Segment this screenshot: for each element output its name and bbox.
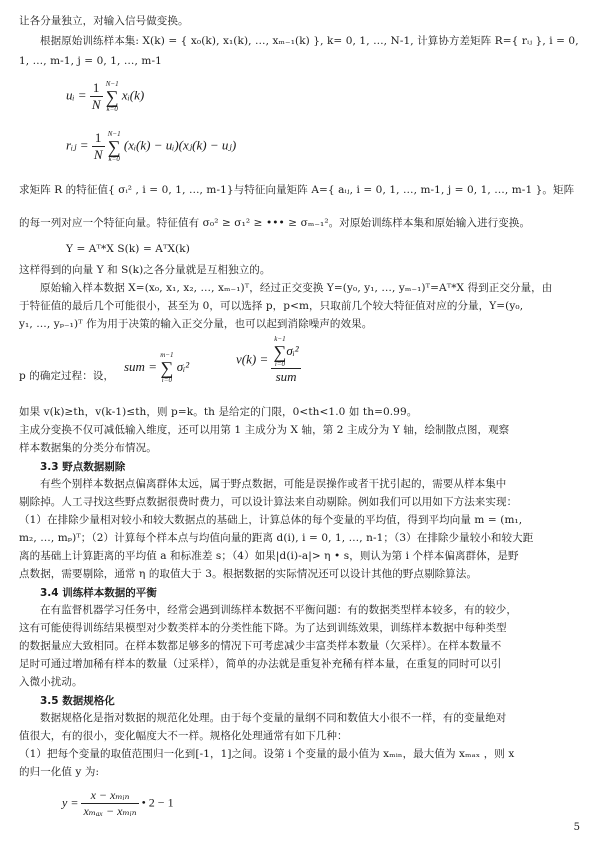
sigma-term: σᵢ² bbox=[286, 342, 299, 358]
text-line: 主成分变换不仅可减低输入维度，还可以用第 1 主成分为 X 轴，第 2 主成分为 Y 轴，绘制散点图，观察 bbox=[19, 424, 510, 436]
formula-rhs: • 2 − 1 bbox=[141, 795, 174, 810]
text-line: 如果 v(k)≥th，v(k-1)≤th，则 p=k。th 是给定的门限，0<th<1.0 如 th=0.99。 bbox=[19, 406, 418, 418]
section-heading: 3.5 数据规格化 bbox=[40, 695, 115, 707]
sum-upper: m−1 bbox=[160, 351, 174, 359]
text-line: p 的确定过程：设， bbox=[19, 370, 115, 382]
formula-rhs: (xᵢ(k) − uᵢ)(xⱼ(k) − uⱼ) bbox=[123, 137, 237, 153]
text-line: 数据规格化是指对数据的规范化处理。由于每个变量的量纲不同和数值大小很不一样，有的变量绝对 bbox=[40, 712, 507, 724]
sum-lower: k=0 bbox=[106, 104, 118, 113]
formula-lhs: y = bbox=[62, 795, 79, 810]
text-line: 让各分量独立，对输入信号做变换。 bbox=[19, 15, 189, 27]
formula-lhs: rᵢⱼ = bbox=[66, 137, 89, 153]
section-heading: 3.3 野点数据剔除 bbox=[40, 461, 126, 473]
summation-symbol: m−1 ∑ i=0 bbox=[160, 351, 174, 384]
denominator: sum bbox=[275, 369, 297, 384]
fraction bbox=[92, 130, 105, 163]
formula-normalize bbox=[62, 788, 174, 819]
formula-rhs: xᵢ(k) bbox=[121, 87, 145, 103]
formula-rhs: σᵢ² bbox=[176, 358, 190, 374]
text-line: （1）把每个变量的取值范围归一化到[-1，1]之间。设第 i 个变量的最小值为 xₘᵢₙ，最大值为 xₘₐₓ ，则 x bbox=[19, 748, 515, 760]
sum-upper: N−1 bbox=[107, 129, 121, 138]
numerator bbox=[271, 336, 300, 369]
formula-sum bbox=[124, 352, 189, 384]
text-line: 根据原始训练样本集: X(k) = { x₀(k), x₁(k), …, xₘ₋₁(k) }, k= 0, 1, …, N-1, 计算协方差矩阵 R={ rᵢⱼ }, i = 0, bbox=[40, 35, 579, 47]
sum-lower: i=0 bbox=[161, 376, 172, 384]
text-line: 剔除掉。人工寻找这些野点数据很费时费力，可以设计算法来自动剔除。例如我们可以用如下方法来实现： bbox=[19, 496, 518, 508]
text-line: 原始输入样本数据 X=(x₀, x₁, x₂, …, xₘ₋₁)ᵀ，经过正交变换 Y=(y₀, y₁, …, yₘ₋₁)ᵀ=Aᵀ*X 得到正交分量，由 bbox=[40, 282, 553, 294]
sum-lower: k=0 bbox=[108, 154, 120, 163]
text-line: 样本数据集的分类分布情况。 bbox=[19, 442, 157, 454]
fraction bbox=[90, 80, 103, 113]
text-line: 1, …, m-1, j = 0, 1, …, m-1 bbox=[19, 55, 162, 67]
summation-symbol: N−1 ∑ k=0 bbox=[105, 79, 119, 113]
denominator: N bbox=[93, 147, 103, 162]
section-heading: 3.4 训练样本数据的平衡 bbox=[40, 587, 157, 599]
text-line: 的归一化值 y 为: bbox=[19, 766, 100, 778]
formula-covariance bbox=[66, 130, 236, 163]
fraction bbox=[81, 788, 138, 819]
text-line: 这样得到的向量 Y 和 S(k)之各分量就是互相独立的。 bbox=[19, 264, 271, 276]
formula-lhs: uᵢ = bbox=[66, 87, 87, 103]
formula-lhs: sum = bbox=[124, 358, 157, 374]
denominator: N bbox=[91, 97, 101, 112]
text-line: 点数据，需要剔除，通常 η 的取值大于 3。根据数据的实际情况还可以设计其他的野点剔除算法。 bbox=[19, 568, 478, 580]
formula-lhs: v(k) = bbox=[236, 351, 269, 367]
numerator: 1 bbox=[92, 130, 105, 147]
text-line: 值很大，有的很小，变化幅度大不一样。规格化处理通常有如下几种： bbox=[19, 730, 348, 742]
text-line: 的数据量应大致相同。在样本数都足够多的情况下可考虑减少丰富类样本数量（欠采样）。在样本数量不 bbox=[19, 640, 502, 652]
fraction bbox=[271, 336, 300, 385]
formula-vk bbox=[236, 336, 301, 385]
numerator: x − xₘᵢₙ bbox=[81, 788, 138, 804]
text-line: 足时可通过增加稀有样本的数量（过采样），简单的办法就是重复补充稀有样本量，在重复的同时可以引 bbox=[19, 658, 502, 670]
text-line: 入微小扰动。 bbox=[19, 676, 83, 688]
text-line: 有些个别样本数据点偏离群体太远，属于野点数据，可能是误操作或者干扰引起的，需要从样本集中 bbox=[40, 478, 507, 490]
sum-lower: i=0 bbox=[274, 360, 285, 368]
page-number: 5 bbox=[573, 822, 580, 833]
sum-upper: N−1 bbox=[105, 79, 119, 88]
text-line: （1）在排除少量相对较小和较大数据点的基础上，计算总体的每个变量的平均值，得到平均向量 m = (m₁, bbox=[19, 514, 523, 526]
summation-symbol: k−1 ∑ i=0 bbox=[273, 335, 287, 368]
numerator: 1 bbox=[90, 80, 103, 97]
sum-upper: k−1 bbox=[274, 335, 286, 343]
text-line: 于特征值的最后几个可能很小，甚至为 0，可以选择 p，p<m，只取前几个较大特征值对应的分量，Y=(y₀, bbox=[19, 300, 524, 312]
text-line: 求矩阵 R 的特征值{ σᵢ² , i = 0, 1, …, m-1}与特征向量矩阵 A={ aᵢⱼ, i = 0, 1, …, m-1, j = 0, 1, …, m-1 }。矩阵 bbox=[19, 184, 575, 196]
text-line: 的每一列对应一个特征向量。特征值有 σ₀² ≥ σ₁² ≥ ••• ≥ σₘ₋₁²。对原始训练样本集和原始输入进行变换。 bbox=[19, 217, 531, 229]
text-line: 离的基础上计算距离的平均值 a 和标准差 s；（4）如果|d(i)-a|> η • s，则认为第 i 个样本偏离群体，是野 bbox=[19, 550, 519, 562]
text-line: m₂, …, mₚ)ᵀ；（2）计算每个样本点与均值向量的距离 d(i), i = 0, 1, …, n-1；（3）在排除少量较小和较大距 bbox=[19, 532, 534, 544]
text-line: y₁, …, yₚ₋₁)ᵀ 作为用于决策的输入正交分量，也可以起到消除噪声的效果。 bbox=[19, 318, 373, 330]
formula-mean bbox=[66, 80, 144, 113]
text-line: 在有监督机器学习任务中，经常会遇到训练样本数据不平衡问题：有的数据类型样本较多，有的较少， bbox=[40, 604, 517, 616]
summation-symbol: N−1 ∑ k=0 bbox=[107, 129, 121, 163]
text-line: 这有可能使得训练结果模型对少数类样本的分类性能下降。为了达到训练效果，训练样本数据中每种类型 bbox=[19, 622, 507, 634]
denominator: xₘₐₓ − xₘᵢₙ bbox=[83, 804, 137, 818]
formula-transform: Y = Aᵀ*X S(k) = AᵀX(k) bbox=[66, 243, 190, 255]
